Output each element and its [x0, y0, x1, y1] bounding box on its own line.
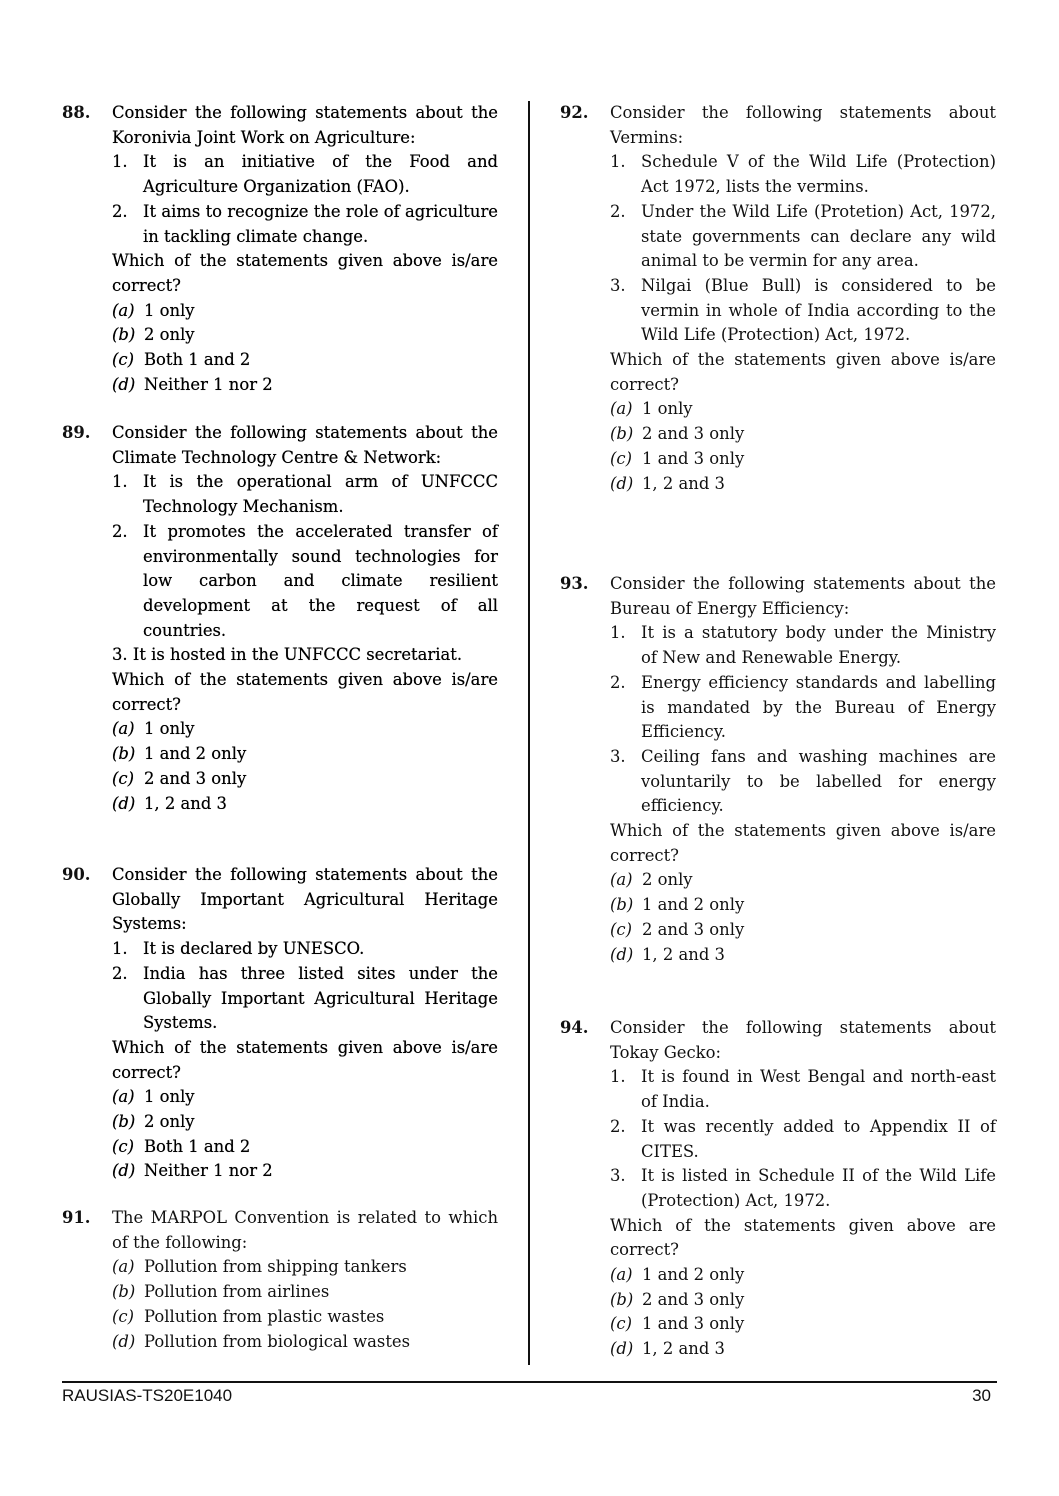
option-letter: (c) [112, 1136, 134, 1156]
option-text: 1 only [642, 399, 693, 419]
option-text: 2 only [642, 870, 693, 890]
question-stem: Consider the following statements about the Globally Important Agricultural Heritage Systems: [112, 865, 498, 934]
answer-option [112, 1110, 498, 1135]
answer-option [112, 767, 498, 792]
answer-option [112, 1305, 498, 1330]
option-letter: (c) [112, 1306, 134, 1326]
statement-number: 3. [610, 275, 626, 295]
question-number: 89. [62, 423, 91, 442]
answer-option [112, 1135, 498, 1160]
option-letter: (b) [610, 895, 634, 915]
statement [112, 470, 498, 519]
option-letter: (b) [112, 744, 136, 764]
question-91 [62, 1206, 498, 1354]
option-text: 1 and 3 only [642, 448, 745, 468]
statement-text: It is an initiative of the Food and Agriculture Organization (FAO). [143, 152, 498, 197]
answer-option [610, 422, 996, 447]
option-letter: (d) [610, 1339, 634, 1359]
statement-number: 2. [112, 521, 128, 541]
statement [610, 150, 996, 199]
question-stem: Consider the following statements about the Climate Technology Centre & Network: [112, 423, 498, 467]
option-letter: (d) [112, 793, 136, 813]
statement-text: It is found in West Bengal and north-east of India. [641, 1067, 996, 1112]
statement [610, 621, 996, 670]
footer-rule [62, 1381, 997, 1383]
answer-option [610, 1263, 996, 1288]
statement-text: India has three listed sites under the Globally Important Agricultural Heritage Systems. [143, 963, 498, 1033]
option-letter: (b) [112, 325, 136, 345]
statement-text: It was recently added to Appendix II of CITES. [641, 1116, 996, 1161]
option-letter: (b) [610, 1289, 634, 1309]
answer-option [112, 742, 498, 767]
question-number: 88. [62, 103, 91, 122]
statement-text: Nilgai (Blue Bull) is considered to be vermin in whole of India according to the Wild Life (Protection) Act, 1972. [641, 275, 996, 345]
option-letter: (c) [112, 768, 134, 788]
question-stem: Consider the following statements about Tokay Gecko: [610, 1018, 996, 1062]
option-text: 2 and 3 only [642, 1289, 745, 1309]
answer-option [112, 1280, 498, 1305]
statement-number: 3. [610, 746, 626, 766]
statement-text: Under the Wild Life (Protetion) Act, 1972, state governments can declare any wild animal to be vermin for any area. [641, 201, 996, 271]
statement-text: Schedule V of the Wild Life (Protection) Act 1972, lists the vermins. [641, 152, 996, 197]
answer-option [610, 893, 996, 918]
answer-option [610, 1337, 996, 1362]
question-number: 90. [62, 865, 91, 884]
answer-option [112, 348, 498, 373]
option-text: 2 only [144, 325, 195, 345]
statement [610, 1065, 996, 1114]
question-stem: Consider the following statements about the Koronivia Joint Work on Agriculture: [112, 103, 498, 147]
answer-option [610, 943, 996, 968]
question-93 [560, 572, 996, 967]
statement-number: 2. [112, 963, 128, 983]
option-letter: (c) [112, 350, 134, 370]
answer-option [610, 868, 996, 893]
option-letter: (d) [610, 944, 634, 964]
statement-number: 1. [112, 939, 128, 959]
statement-extra: 3. It is hosted in the UNFCCC secretariat. [112, 645, 463, 665]
option-text: 1, 2 and 3 [642, 944, 725, 964]
statement-number: 1. [610, 623, 626, 643]
option-letter: (d) [610, 473, 634, 493]
answer-option [112, 792, 498, 817]
answer-option [610, 1288, 996, 1313]
option-text: Neither 1 nor 2 [144, 1161, 273, 1181]
option-letter: (a) [112, 300, 135, 320]
option-text: 1 and 3 only [642, 1314, 745, 1334]
question-ask: Which of the statements given above are correct? [610, 1215, 996, 1260]
option-text: 1 and 2 only [144, 744, 247, 764]
statement-number: 1. [112, 152, 128, 172]
statement [112, 520, 498, 644]
option-text: 1, 2 and 3 [642, 1339, 725, 1359]
statement [610, 671, 996, 745]
statement [610, 1115, 996, 1164]
statement [610, 1164, 996, 1213]
statement [112, 962, 498, 1036]
statement [112, 937, 498, 962]
option-text: 1 only [144, 300, 195, 320]
statement [112, 200, 498, 249]
question-ask: Which of the statements given above is/are correct? [112, 670, 498, 714]
answer-option [610, 918, 996, 943]
question-92 [560, 101, 996, 496]
answer-option [112, 1085, 498, 1110]
column-divider [528, 101, 530, 1365]
option-text: 1 only [144, 1087, 195, 1107]
statement-number: 1. [610, 1067, 626, 1087]
option-letter: (c) [610, 919, 632, 939]
option-letter: (d) [112, 1331, 136, 1351]
question-number: 92. [560, 103, 589, 122]
answer-option [112, 1159, 498, 1184]
option-text: 1 and 2 only [642, 895, 745, 915]
option-letter: (b) [112, 1112, 136, 1132]
option-letter: (a) [112, 719, 135, 739]
option-letter: (b) [112, 1282, 136, 1302]
question-stem: Consider the following statements about Vermins: [610, 103, 996, 147]
option-letter: (c) [610, 448, 632, 468]
option-text: Pollution from plastic wastes [144, 1306, 385, 1326]
question-stem: Consider the following statements about the Bureau of Energy Efficiency: [610, 574, 996, 618]
option-text: 2 and 3 only [642, 919, 745, 939]
statement-text: Energy efficiency standards and labelling is mandated by the Bureau of Energy Efficiency. [641, 672, 996, 742]
option-letter: (c) [610, 1314, 632, 1334]
option-text: 1, 2 and 3 [144, 793, 227, 813]
option-text: Both 1 and 2 [144, 350, 251, 370]
option-letter: (a) [112, 1257, 135, 1277]
question-stem: The MARPOL Convention is related to which of the following: [112, 1208, 498, 1252]
statement-number: 1. [112, 472, 128, 492]
option-letter: (b) [610, 424, 634, 444]
answer-option [610, 447, 996, 472]
question-94 [560, 1016, 996, 1362]
page-number: 30 [972, 1386, 991, 1405]
option-text: Pollution from airlines [144, 1282, 330, 1302]
statement [610, 200, 996, 274]
statement-text: Ceiling fans and washing machines are voluntarily to be labelled for energy efficiency. [641, 746, 996, 816]
answer-option [112, 373, 498, 398]
option-text: Pollution from shipping tankers [144, 1257, 407, 1277]
option-text: 2 and 3 only [144, 768, 247, 788]
option-letter: (d) [112, 1161, 136, 1181]
option-letter: (a) [610, 1265, 633, 1285]
footer-code: RAUSIAS-TS20E1040 [62, 1386, 233, 1405]
option-text: 1, 2 and 3 [642, 473, 725, 493]
statement-text: It promotes the accelerated transfer of environmentally sound technologies for low carbon and climate resilient development at the request of all countries. [143, 521, 498, 640]
option-text: 2 only [144, 1112, 195, 1132]
statement [610, 274, 996, 348]
question-number: 94. [560, 1018, 589, 1037]
option-text: 1 only [144, 719, 195, 739]
answer-option [112, 323, 498, 348]
option-text: 2 and 3 only [642, 424, 745, 444]
statement-text: It is the operational arm of UNFCCC Technology Mechanism. [143, 472, 498, 517]
question-number: 91. [62, 1208, 91, 1227]
option-letter: (d) [112, 374, 136, 394]
answer-option [112, 1330, 498, 1355]
option-text: Pollution from biological wastes [144, 1331, 411, 1351]
question-ask: Which of the statements given above is/are correct? [610, 821, 996, 865]
option-text: Both 1 and 2 [144, 1136, 251, 1156]
question-number: 93. [560, 574, 589, 593]
option-letter: (a) [610, 870, 633, 890]
option-text: 1 and 2 only [642, 1265, 745, 1285]
statement [112, 150, 498, 199]
option-letter: (a) [112, 1087, 135, 1107]
statement-text: It is declared by UNESCO. [143, 939, 365, 959]
statement-number: 1. [610, 152, 626, 172]
answer-option [112, 717, 498, 742]
question-88 [62, 101, 498, 397]
statement-number: 2. [610, 1116, 626, 1136]
question-ask: Which of the statements given above is/are correct? [112, 251, 498, 295]
statement-text: It is a statutory body under the Ministry of New and Renewable Energy. [641, 623, 996, 668]
statement-number: 2. [610, 201, 626, 221]
statement-text: It aims to recognize the role of agriculture in tackling climate change. [143, 201, 498, 246]
answer-option [610, 472, 996, 497]
option-letter: (a) [610, 399, 633, 419]
question-ask: Which of the statements given above is/are correct? [112, 1037, 498, 1082]
option-text: Neither 1 nor 2 [144, 374, 273, 394]
answer-option [112, 299, 498, 324]
question-89 [62, 421, 498, 816]
statement-number: 3. [610, 1166, 626, 1186]
question-ask: Which of the statements given above is/are correct? [610, 350, 996, 394]
answer-option [610, 1312, 996, 1337]
question-90 [62, 863, 498, 1184]
statement [610, 745, 996, 819]
statement-text: It is listed in Schedule II of the Wild Life (Protection) Act, 1972. [641, 1166, 996, 1210]
statement-number: 2. [610, 672, 626, 692]
statement-number: 2. [112, 201, 128, 221]
answer-option [112, 1255, 498, 1280]
answer-option [610, 397, 996, 422]
